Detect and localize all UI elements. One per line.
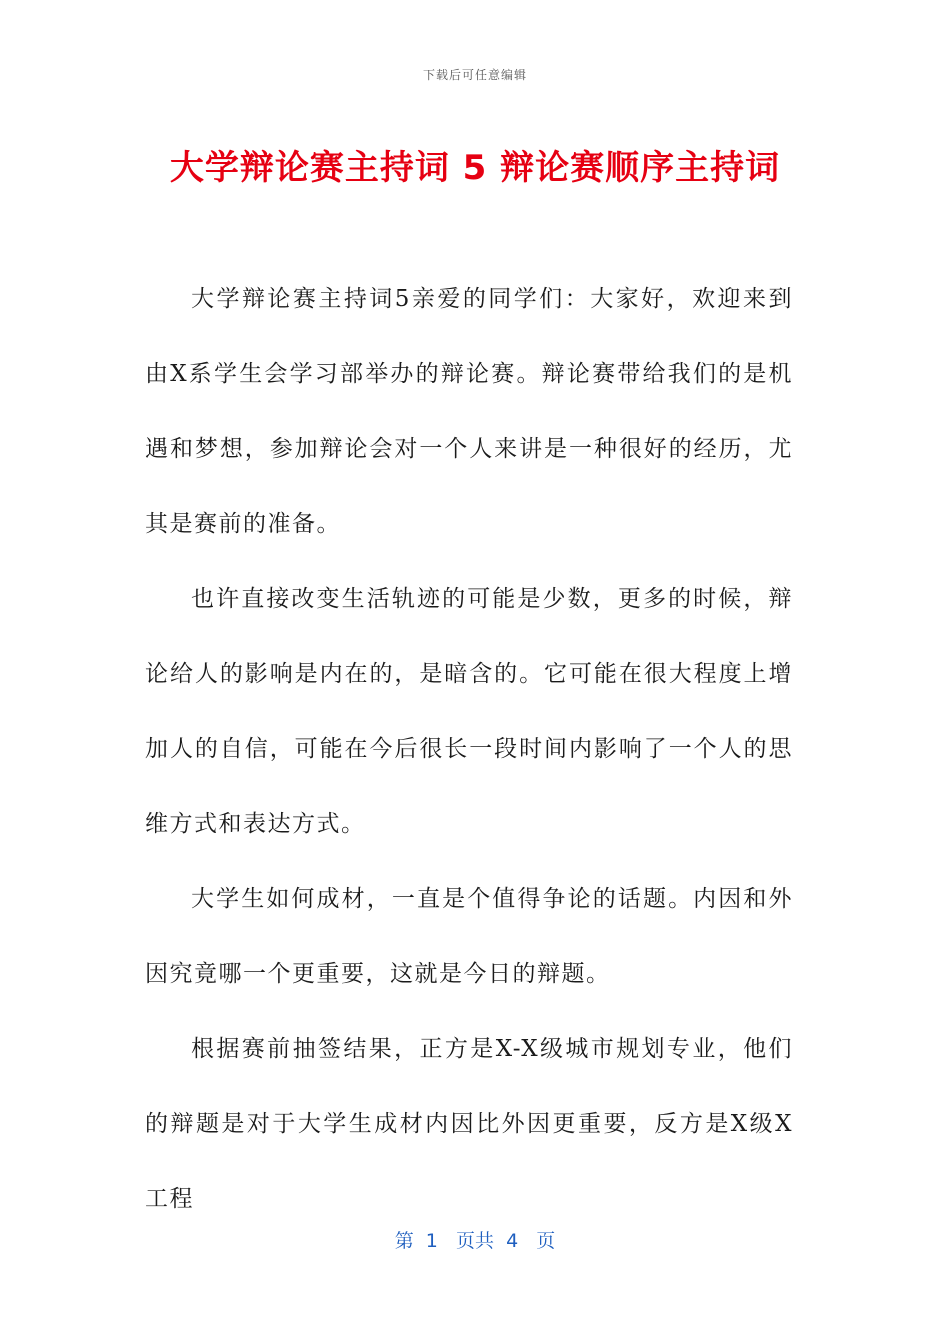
paragraph: 大学辩论赛主持词5亲爱的同学们：大家好，欢迎来到由X系学生会学习部举办的辩论赛。辩论赛带给我们的是机遇和梦想，参加辩论会对一个人来讲是一种很好的经历，尤其是赛前的准备。 xyxy=(145,286,793,537)
paragraph: 也许直接改变生活轨迹的可能是少数，更多的时候，辩论给人的影响是内在的，是暗含的。它可能在很大程度上增加人的自信，可能在今后很长一段时间内影响了一个人的思维方式和表达方式。 xyxy=(145,586,793,837)
document-title: 大学辩论赛主持词 5 辩论赛顺序主持词 xyxy=(169,148,781,188)
page-footer: 第 1 页共 4 页 xyxy=(394,1230,556,1252)
paragraph: 大学生如何成材，一直是个值得争论的话题。内因和外因究竟哪一个更重要，这就是今日的辩题。 xyxy=(145,886,793,987)
paragraph: 根据赛前抽签结果，正方是X-X级城市规划专业，他们的辩题是对于大学生成材内因比外因更重要，反方是X级X工程 xyxy=(145,1036,793,1212)
document-body xyxy=(145,262,793,1237)
header-note: 下载后可任意编辑 xyxy=(422,68,527,82)
